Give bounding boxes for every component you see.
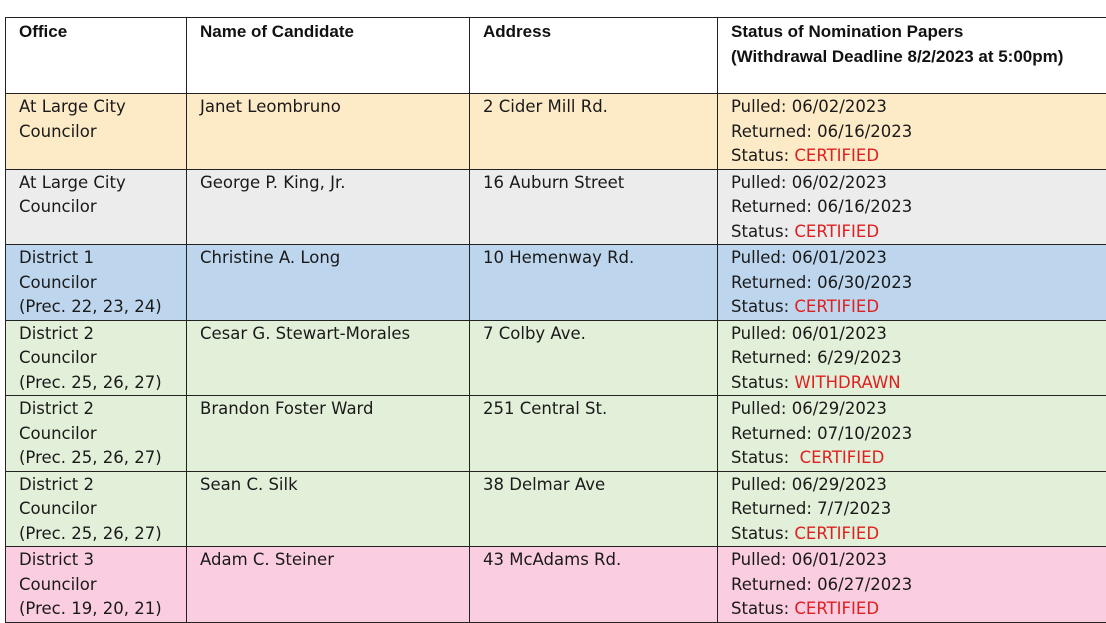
office-line: At Large City (19, 171, 186, 196)
office-line: (Prec. 19, 20, 21) (19, 597, 186, 622)
office-cell (6, 169, 187, 245)
office-line: (Prec. 25, 26, 27) (19, 371, 186, 396)
office-line: (Prec. 25, 26, 27) (19, 446, 186, 471)
status-cell (718, 396, 1106, 472)
status-value: CERTIFIED (794, 222, 879, 241)
address-cell: 43 McAdams Rd. (470, 547, 718, 623)
office-line: Councilor (19, 573, 186, 598)
candidate-name-cell: Christine A. Long (187, 245, 470, 321)
pulled-date: Pulled: 06/29/2023 (731, 397, 1106, 422)
table-header-row (6, 18, 1106, 94)
office-line: Councilor (19, 120, 186, 145)
candidate-name-cell: Cesar G. Stewart-Morales (187, 320, 470, 396)
office-line: District 1 (19, 246, 186, 271)
address-cell: 7 Colby Ave. (470, 320, 718, 396)
status-value: CERTIFIED (794, 599, 879, 618)
header-status-title: Status of Nomination Papers (731, 20, 1106, 45)
candidate-name-cell: Brandon Foster Ward (187, 396, 470, 472)
office-line: At Large City (19, 95, 186, 120)
status-label: Status: (731, 448, 800, 467)
returned-date: Returned: 07/10/2023 (731, 422, 1106, 447)
status-label: Status: (731, 599, 794, 618)
status-label: Status: (731, 146, 794, 165)
status-value: CERTIFIED (794, 524, 879, 543)
status-label: Status: (731, 222, 794, 241)
returned-date: Returned: 7/7/2023 (731, 497, 1106, 522)
address-cell: 38 Delmar Ave (470, 471, 718, 547)
status-cell (718, 169, 1106, 245)
status-line (731, 597, 1106, 622)
address-cell: 10 Hemenway Rd. (470, 245, 718, 321)
status-cell (718, 94, 1106, 170)
header-address: Address (470, 18, 718, 94)
office-line: Councilor (19, 271, 186, 296)
pulled-date: Pulled: 06/01/2023 (731, 548, 1106, 573)
header-status-deadline: (Withdrawal Deadline 8/2/2023 at 5:00pm) (731, 45, 1106, 70)
candidate-name-cell: Janet Leombruno (187, 94, 470, 170)
status-line (731, 446, 1106, 471)
returned-date: Returned: 06/16/2023 (731, 195, 1106, 220)
office-line: District 2 (19, 322, 186, 347)
address-cell: 16 Auburn Street (470, 169, 718, 245)
status-label: Status: (731, 524, 794, 543)
office-line: Councilor (19, 422, 186, 447)
status-value: CERTIFIED (794, 146, 879, 165)
status-value: CERTIFIED (800, 448, 885, 467)
pulled-date: Pulled: 06/02/2023 (731, 171, 1106, 196)
table-row (6, 396, 1106, 472)
pulled-date: Pulled: 06/01/2023 (731, 246, 1106, 271)
pulled-date: Pulled: 06/01/2023 (731, 322, 1106, 347)
status-cell (718, 547, 1106, 623)
returned-date: Returned: 06/16/2023 (731, 120, 1106, 145)
candidate-name-cell: Adam C. Steiner (187, 547, 470, 623)
office-line: District 3 (19, 548, 186, 573)
table-row (6, 320, 1106, 396)
header-name: Name of Candidate (187, 18, 470, 94)
status-cell (718, 471, 1106, 547)
office-line: Councilor (19, 346, 186, 371)
table-row (6, 245, 1106, 321)
office-cell (6, 547, 187, 623)
status-line (731, 220, 1106, 245)
status-line (731, 144, 1106, 169)
office-line: Councilor (19, 497, 186, 522)
status-cell (718, 320, 1106, 396)
header-status (718, 18, 1106, 94)
office-line: (Prec. 25, 26, 27) (19, 522, 186, 547)
office-cell (6, 471, 187, 547)
status-label: Status: (731, 297, 794, 316)
office-line: (Prec. 22, 23, 24) (19, 295, 186, 320)
pulled-date: Pulled: 06/29/2023 (731, 473, 1106, 498)
status-line (731, 522, 1106, 547)
office-cell (6, 94, 187, 170)
status-value: WITHDRAWN (794, 373, 900, 392)
returned-date: Returned: 06/30/2023 (731, 271, 1106, 296)
status-label: Status: (731, 373, 794, 392)
table-row (6, 94, 1106, 170)
office-cell (6, 396, 187, 472)
address-cell: 2 Cider Mill Rd. (470, 94, 718, 170)
office-line: District 2 (19, 473, 186, 498)
office-cell (6, 245, 187, 321)
candidate-name-cell: George P. King, Jr. (187, 169, 470, 245)
candidate-table (5, 17, 1106, 623)
returned-date: Returned: 6/29/2023 (731, 346, 1106, 371)
candidate-table-container (5, 17, 1106, 623)
pulled-date: Pulled: 06/02/2023 (731, 95, 1106, 120)
returned-date: Returned: 06/27/2023 (731, 573, 1106, 598)
office-line: Councilor (19, 195, 186, 220)
status-line (731, 295, 1106, 320)
status-value: CERTIFIED (794, 297, 879, 316)
status-line (731, 371, 1106, 396)
table-row (6, 547, 1106, 623)
address-cell: 251 Central St. (470, 396, 718, 472)
candidate-name-cell: Sean C. Silk (187, 471, 470, 547)
office-cell (6, 320, 187, 396)
table-row (6, 169, 1106, 245)
office-line: District 2 (19, 397, 186, 422)
table-row (6, 471, 1106, 547)
status-cell (718, 245, 1106, 321)
header-office: Office (6, 18, 187, 94)
